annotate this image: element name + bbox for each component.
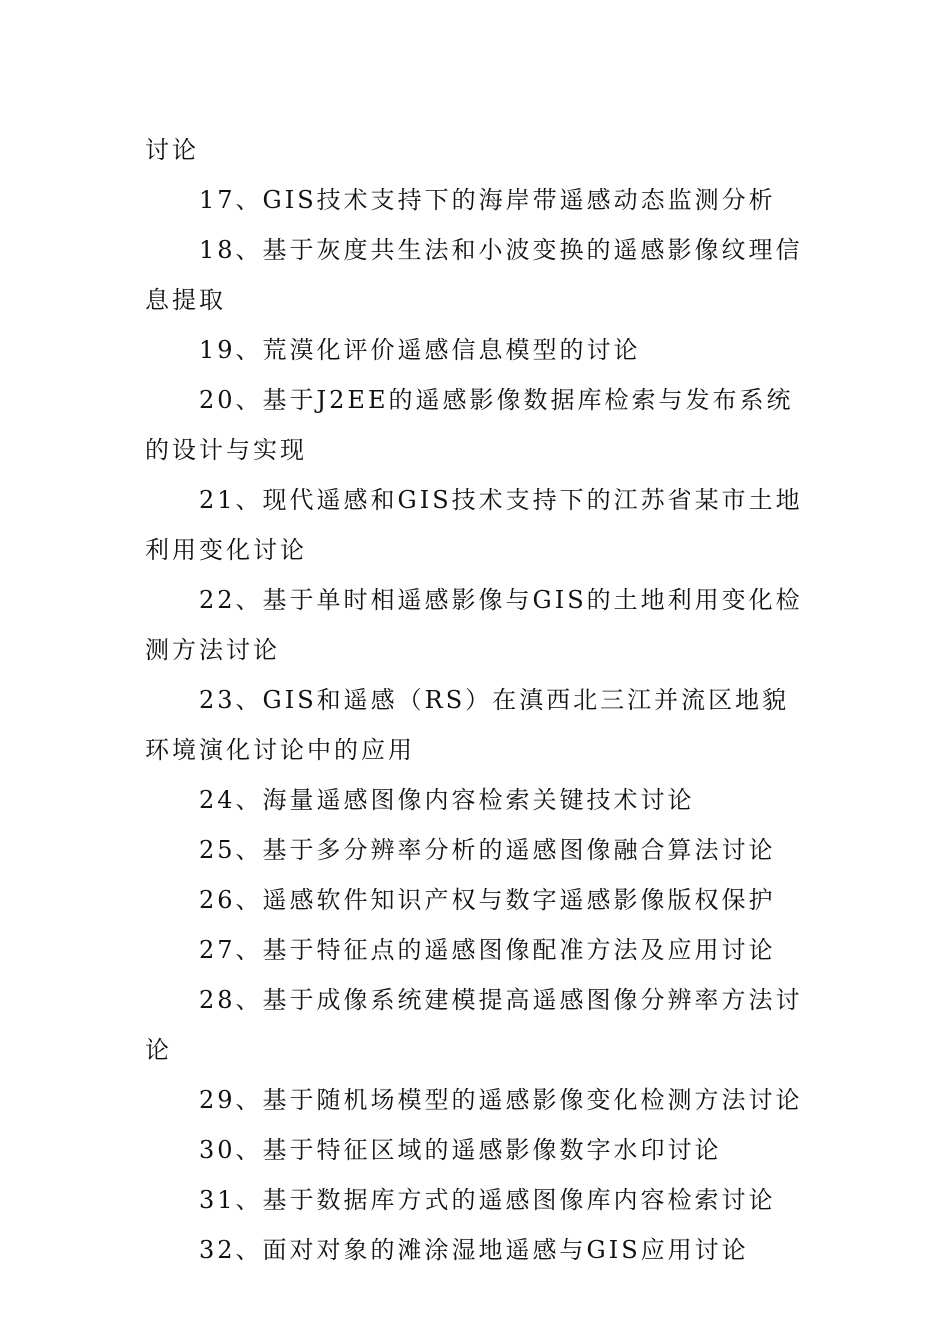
- list-item-21: 21、现代遥感和GIS技术支持下的江苏省某市土地利用变化讨论: [145, 486, 803, 564]
- list-item-23: 23、GIS和遥感（RS）在滇西北三江并流区地貌环境演化讨论中的应用: [145, 686, 790, 764]
- list-item-18: 18、基于灰度共生法和小波变换的遥感影像纹理信息提取: [145, 236, 803, 314]
- list-item-19: 19、荒漠化评价遥感信息模型的讨论: [199, 336, 641, 364]
- list-item-32: 32、面对对象的滩涂湿地遥感与GIS应用讨论: [199, 1236, 749, 1264]
- list-item-30: 30、基于特征区域的遥感影像数字水印讨论: [199, 1136, 722, 1164]
- list-item-28: 28、基于成像系统建模提高遥感图像分辨率方法讨论: [145, 986, 803, 1064]
- list-item-29: 29、基于随机场模型的遥感影像变化检测方法讨论: [199, 1086, 803, 1114]
- list-item-17: 17、GIS技术支持下的海岸带遥感动态监测分析: [199, 186, 776, 214]
- list-item-27: 27、基于特征点的遥感图像配准方法及应用讨论: [199, 936, 776, 964]
- document-body: [145, 125, 810, 1275]
- paragraph-continuation: 讨论: [145, 136, 199, 164]
- list-item-22: 22、基于单时相遥感影像与GIS的土地利用变化检测方法讨论: [145, 586, 803, 664]
- list-item-26: 26、遥感软件知识产权与数字遥感影像版权保护: [199, 886, 776, 914]
- list-item-25: 25、基于多分辨率分析的遥感图像融合算法讨论: [199, 836, 776, 864]
- list-item-31: 31、基于数据库方式的遥感图像库内容检索讨论: [199, 1186, 776, 1214]
- list-item-24: 24、海量遥感图像内容检索关键技术讨论: [199, 786, 695, 814]
- list-item-20: 20、基于J2EE的遥感影像数据库检索与发布系统的设计与实现: [145, 386, 794, 464]
